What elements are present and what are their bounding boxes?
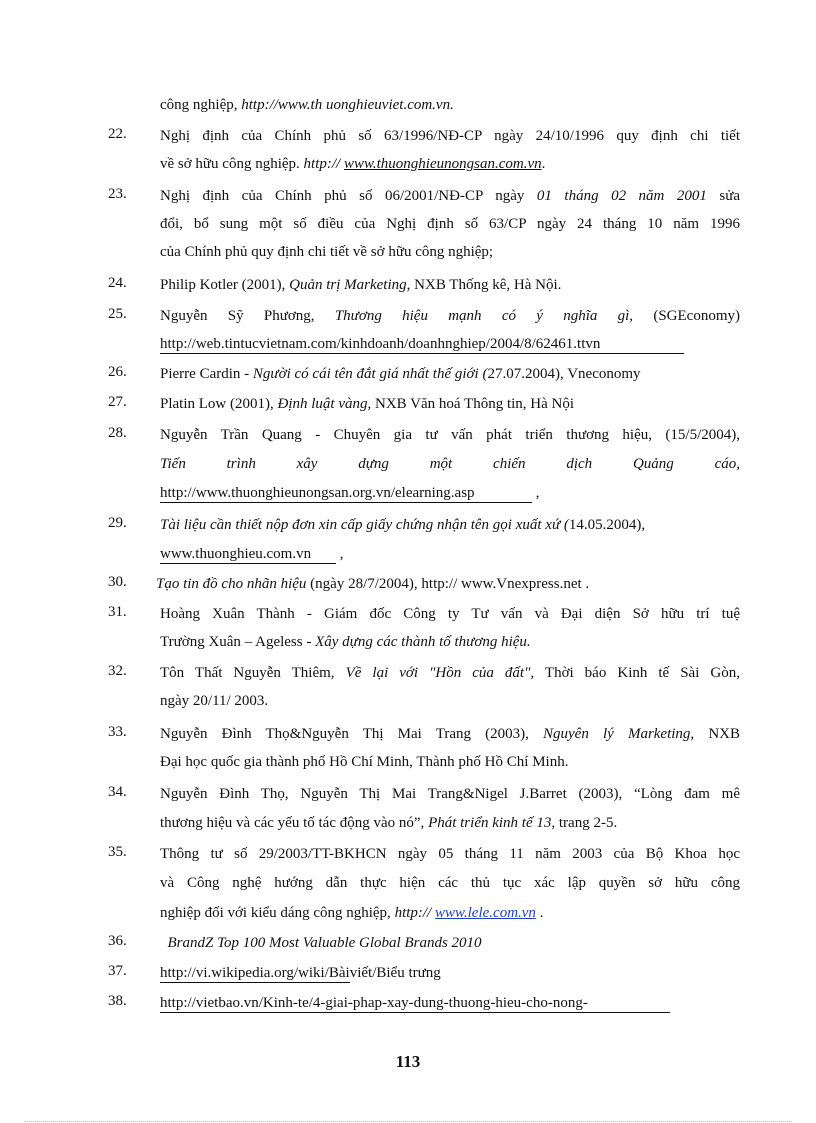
ref-source: (SGEconomy) <box>633 308 740 324</box>
ref-url[interactable]: http://www.th uonghieuviet.com.vn. <box>241 97 454 113</box>
ref-number: 37. <box>108 963 127 979</box>
ref-source: (ngày 28/7/2004), http:// www.Vnexpress.net . <box>306 576 590 592</box>
ref-text: Nghị định của Chính phủ số 06/2001/NĐ-CP ngày <box>160 188 537 204</box>
ref-author: Pierre Cardin - <box>160 366 253 382</box>
ref-number: 31. <box>108 604 127 620</box>
ref-url[interactable]: http://vietbao.vn/Kinh-te/4-giai-phap-xay-dung-thuong-hieu-cho-nong- <box>160 995 670 1013</box>
ref-number: 32. <box>108 663 127 679</box>
ref-number: 25. <box>108 306 127 322</box>
ref-text: Trường Xuân – Ageless - <box>160 634 316 650</box>
ref-title: Định luật vàng <box>277 396 368 412</box>
ref-number: 38. <box>108 993 127 1009</box>
ref-punct: , <box>336 546 344 562</box>
ref-punct: . <box>535 905 544 921</box>
ref-number: 33. <box>108 724 127 740</box>
ref-url[interactable]: http://www.thuonghieunongsan.org.vn/elearning.asp <box>160 485 532 503</box>
ref-title: Phát triển kinh tế 13 <box>428 815 552 831</box>
ref-punct: , <box>532 485 540 501</box>
ref-line: Nghị định của Chính phủ số 63/1996/NĐ-CP ngày 24/10/1996 quy định chi tiết <box>160 128 740 144</box>
ref-line: Đại học quốc gia thành phố Hồ Chí Minh, Thành phố Hồ Chí Minh. <box>160 754 569 770</box>
ref-publisher: NXB <box>694 726 740 742</box>
ref-number: 29. <box>108 515 127 531</box>
ref-title: Người có cái tên đắt giá nhất thế giới ( <box>252 366 488 382</box>
ref-number: 36. <box>108 933 127 949</box>
page-number: 113 <box>395 1052 421 1071</box>
ref-url[interactable]: www.thuonghieunongsan.com.vn <box>343 156 542 172</box>
ref-title: Thương hiệu mạnh có ý nghĩa gì, <box>334 308 634 324</box>
ref-text: thương hiệu và các yếu tố tác động vào nó”, <box>160 815 429 831</box>
ref-source: 27.07.2004), Vneconomy <box>487 366 641 382</box>
ref-url-prefix: http:// <box>303 156 344 172</box>
ref-date: 01 tháng 02 năm 2001 <box>536 188 707 204</box>
ref-line: Nguyễn Trần Quang - Chuyên gia tư vấn phát triển thương hiệu, (15/5/2004), <box>160 427 740 443</box>
ref-line: đổi, bổ sung một số điều của Nghị định số 63/CP ngày 24 tháng 10 năm 1996 <box>160 216 740 232</box>
ref-url[interactable]: www.lele.com.vn <box>434 905 536 921</box>
ref-url[interactable]: http://vi.wikipedia.org/wiki/Bài <box>160 965 350 981</box>
ref-line: và Công nghệ hướng dẫn thực hiện các thủ tục xác lập quyền sở hữu công <box>160 875 740 891</box>
ref-text: sửa <box>706 188 741 204</box>
ref-line: ngày 20/11/ 2003. <box>160 693 269 709</box>
ref-publisher: , NXB Văn hoá Thông tin, Hà Nội <box>367 396 575 412</box>
ref-publisher: , NXB Thống kê, Hà Nội. <box>406 277 562 293</box>
ref-url[interactable]: www.thuonghieu.com.vn <box>160 546 336 564</box>
footer-divider <box>24 1121 792 1122</box>
ref-title: Xây dựng các thành tố thương hiệu. <box>315 634 531 650</box>
ref-source: Thời báo Kinh tế Sài Gòn, <box>534 665 740 681</box>
ref-line: Nguyễn Đình Thọ, Nguyễn Thị Mai Trang&Nigel J.Barret (2003), “Lòng đam mê <box>160 786 740 802</box>
ref-number: 35. <box>108 844 127 860</box>
ref-text: viết/Biểu trưng <box>349 965 441 981</box>
ref-number: 24. <box>108 275 127 291</box>
ref-title: BrandZ Top 100 Most Valuable Global Brands 2010 <box>160 935 482 951</box>
ref-number: 30. <box>108 574 127 590</box>
ref-text: nghiệp đối với kiểu dáng công nghiệp, <box>160 905 395 921</box>
ref-author: Platin Low (2001), <box>160 396 278 412</box>
ref-text: công nghiệp, <box>160 97 242 113</box>
ref-number: 23. <box>108 186 127 202</box>
ref-title: Quản trị Marketing <box>289 277 407 293</box>
ref-line: Hoàng Xuân Thành - Giám đốc Công ty Tư vấn và Đại diện Sở hữu trí tuệ <box>160 606 740 622</box>
ref-punct: . <box>541 156 546 172</box>
ref-url[interactable]: http://web.tintucvietnam.com/kinhdoanh/doanhnghiep/2004/8/62461.ttvn <box>160 336 684 354</box>
ref-number: 34. <box>108 784 127 800</box>
ref-author: Tôn Thất Nguyễn Thiêm, <box>160 665 346 681</box>
ref-text: về sở hữu công nghiệp. <box>160 156 304 172</box>
ref-title: Về lại với "Hồn của đất", <box>345 665 535 681</box>
ref-title: Tạo tin đồ cho nhãn hiệu <box>156 576 307 592</box>
ref-number: 27. <box>108 394 127 410</box>
ref-title: Tiến trình xây dựng một chiến dịch Quảng cáo, <box>160 456 740 472</box>
ref-number: 26. <box>108 364 127 380</box>
ref-title: Tài liệu cần thiết nộp đơn xin cấp giấy chứng nhận tên gọi xuất xứ ( <box>160 517 569 533</box>
ref-author: Nguyễn Sỹ Phương, <box>160 308 335 324</box>
ref-title: Nguyên lý Marketing, <box>543 726 695 742</box>
ref-author: Nguyễn Đình Thọ&Nguyễn Thị Mai Trang (2003), <box>160 726 544 742</box>
ref-number: 28. <box>108 425 127 441</box>
ref-author: Philip Kotler (2001), <box>160 277 290 293</box>
ref-line: Thông tư số 29/2003/TT-BKHCN ngày 05 tháng 11 năm 2003 của Bộ Khoa học <box>160 846 740 862</box>
ref-date: 14.05.2004), <box>568 517 646 533</box>
ref-line: của Chính phủ quy định chi tiết về sở hữu công nghiệp; <box>160 244 494 260</box>
ref-pages: , trang 2-5. <box>551 815 618 831</box>
ref-url-prefix: http:// <box>394 905 435 921</box>
ref-number: 22. <box>108 126 127 142</box>
